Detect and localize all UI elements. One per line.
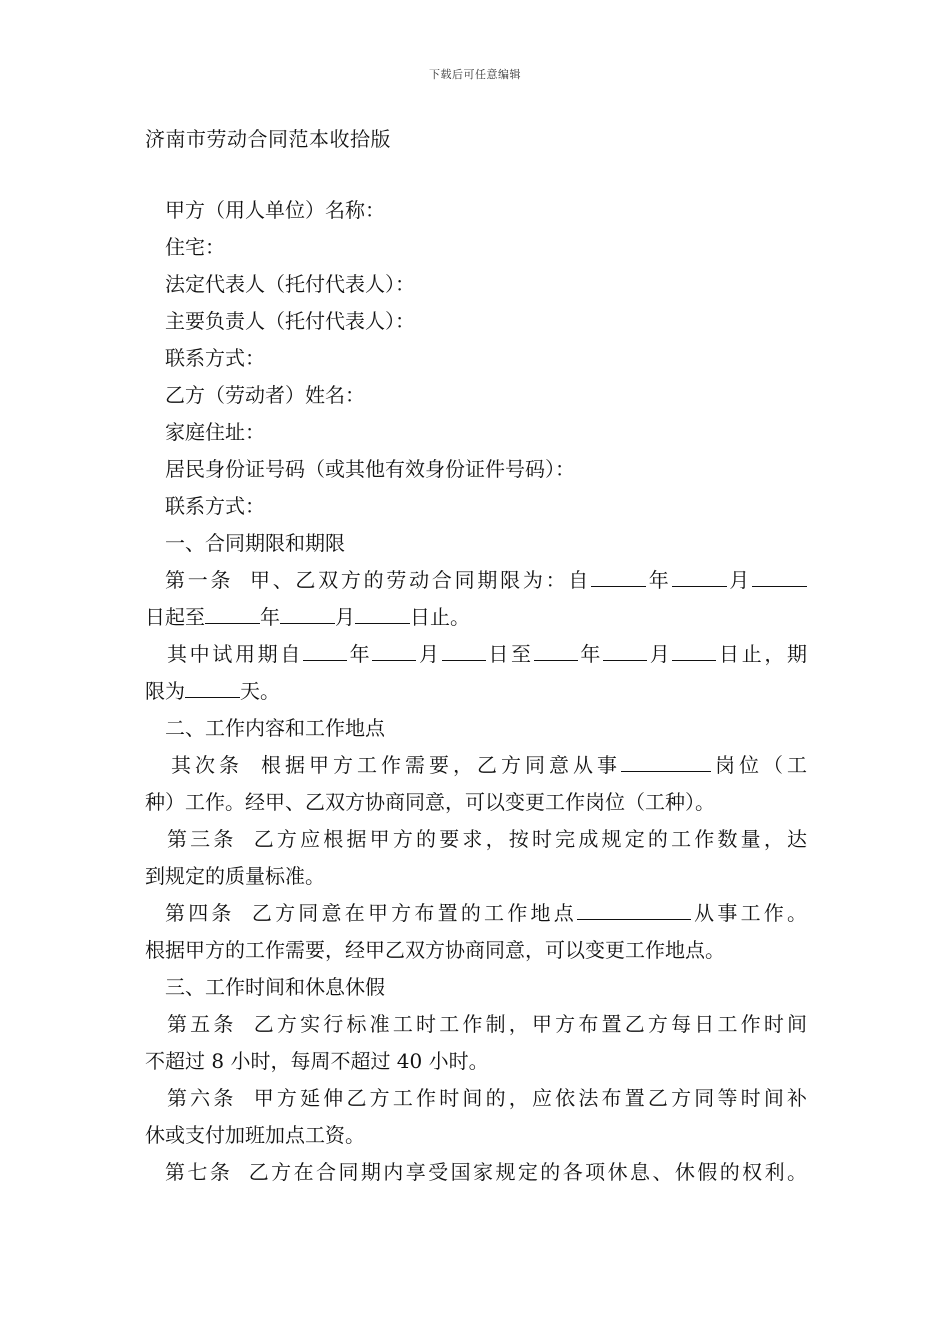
blank-field (621, 755, 711, 772)
article-1-line-1: 第一条 甲、乙双方的劳动合同期限为：自 年 月 (145, 562, 807, 599)
blank-field (355, 607, 410, 624)
blank-field (672, 570, 727, 587)
blank-field (280, 607, 335, 624)
article-6-line-2: 休或支付加班加点工资。 (145, 1123, 365, 1147)
article-label: 其次条 (171, 753, 243, 777)
article-7-line-1: 第七条 乙方在合同期内享受国家规定的各项休息、休假的权利。 (165, 1160, 808, 1184)
document-title: 济南市劳动合同范本收拾版 (145, 127, 391, 151)
document-body (145, 192, 807, 1191)
party-a-legal-rep: 法定代表人（托付代表人）： (165, 272, 415, 296)
article-label: 第七条 (165, 1160, 233, 1184)
blank-field (442, 644, 486, 661)
article-label: 第六条 (167, 1086, 237, 1110)
blank-field (303, 644, 347, 661)
blank-field (185, 681, 240, 698)
section-heading-1: 一、合同期限和期限 (165, 531, 345, 555)
blank-field (603, 644, 647, 661)
article-6-line-1: 第六条 甲方延伸乙方工作时间的，应依法布置乙方同等时间补 (167, 1086, 808, 1110)
blank-field (752, 570, 807, 587)
article-5-line-1: 第五条 乙方实行标准工时工作制，甲方布置乙方每日工作时间 (167, 1012, 808, 1036)
party-b-home: 家庭住址： (165, 420, 265, 444)
blank-field (577, 903, 691, 920)
trial-period-line-1: 其中试用期自 年 月 日至 年 月 日止，期 (167, 642, 808, 666)
article-4-line-1: 第四条 乙方同意在甲方布置的工作地点 从事工作。 (165, 901, 808, 925)
article-3-line-2: 到规定的质量标准。 (145, 864, 325, 888)
party-b-name: 乙方（劳动者）姓名： (165, 383, 365, 407)
section-heading-2: 二、工作内容和工作地点 (165, 716, 385, 740)
party-b-contact: 联系方式： (165, 494, 265, 518)
party-a-contact: 联系方式： (165, 346, 265, 370)
article-1-line-2: 日起至 年 月 日止。 (145, 605, 470, 629)
article-2-line-1: 其次条 根据甲方工作需要，乙方同意从事 岗位（工 (171, 753, 807, 777)
trial-period-line-2: 限为 天。 (145, 679, 280, 703)
article-5-line-2: 不超过 8 小时，每周不超过 40 小时。 (145, 1049, 489, 1073)
party-a-principal: 主要负责人（托付代表人）： (165, 309, 415, 333)
party-b-id-number: 居民身份证号码（或其他有效身份证件号码）： (165, 457, 575, 481)
article-label: 第一条 (165, 568, 234, 592)
blank-field (205, 607, 260, 624)
party-a-address: 住宅： (165, 235, 225, 259)
article-3-line-1: 第三条 乙方应根据甲方的要求，按时完成规定的工作数量，达 (167, 827, 808, 851)
blank-field (534, 644, 578, 661)
blank-field (672, 644, 716, 661)
article-4-line-2: 根据甲方的工作需要，经甲乙双方协商同意，可以变更工作地点。 (145, 938, 725, 962)
blank-field (372, 644, 416, 661)
section-heading-3: 三、工作时间和休息休假 (165, 975, 385, 999)
blank-field (591, 570, 646, 587)
party-a-name: 甲方（用人单位）名称： (165, 198, 385, 222)
article-label: 第三条 (167, 827, 237, 851)
page-header-note: 下载后可任意编辑 (429, 68, 521, 81)
article-label: 第四条 (165, 901, 235, 925)
article-2-line-2: 种）工作。经甲、乙双方协商同意，可以变更工作岗位（工种）。 (145, 790, 715, 814)
article-label: 第五条 (167, 1012, 237, 1036)
